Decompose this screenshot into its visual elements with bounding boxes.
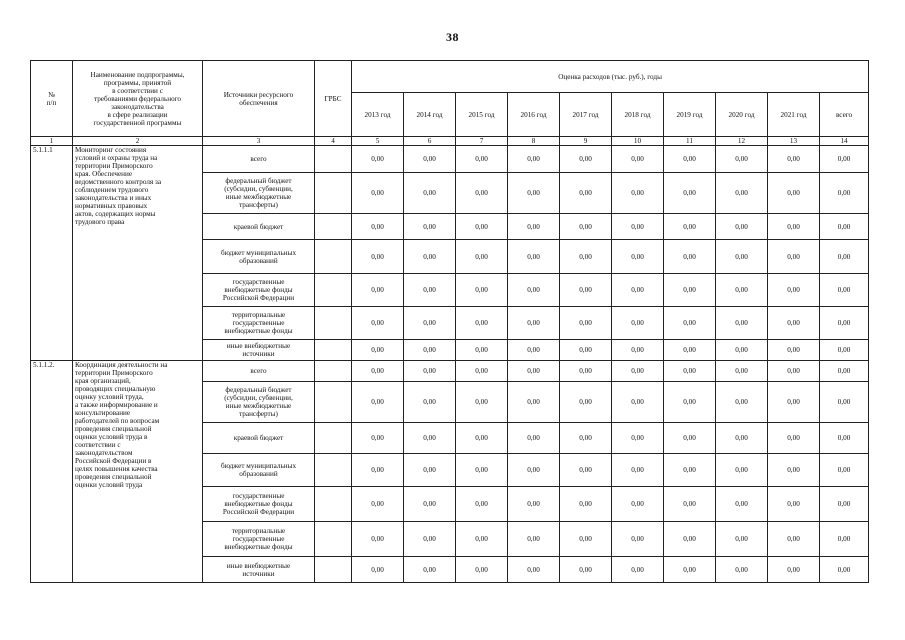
table-body [31,146,869,583]
value-cell: 0,00 [612,146,664,173]
value-cell: 0,00 [352,382,404,423]
value-cell: 0,00 [404,487,456,522]
value-cell: 0,00 [612,382,664,423]
column-number: 6 [404,137,456,146]
header-year: 2018 год [612,93,664,137]
funding-source: всего [203,361,315,382]
page-number: 38 [446,30,459,44]
value-cell: 0,00 [820,557,869,583]
value-cell: 0,00 [404,214,456,240]
value-cell: 0,00 [664,146,716,173]
value-cell: 0,00 [612,522,664,557]
value-cell: 0,00 [716,340,768,361]
rbs-cell [315,454,352,487]
value-cell: 0,00 [560,340,612,361]
value-cell: 0,00 [560,173,612,214]
value-cell: 0,00 [612,487,664,522]
value-cell: 0,00 [560,361,612,382]
value-cell: 0,00 [456,340,508,361]
funding-source: всего [203,146,315,173]
value-cell: 0,00 [612,307,664,340]
value-cell: 0,00 [352,214,404,240]
rbs-cell [315,423,352,454]
value-cell: 0,00 [404,454,456,487]
value-cell: 0,00 [768,487,820,522]
funding-source: иные внебюджетные источники [203,557,315,583]
rbs-cell [315,274,352,307]
value-cell: 0,00 [820,146,869,173]
value-cell: 0,00 [768,423,820,454]
column-number: 8 [508,137,560,146]
value-cell: 0,00 [716,173,768,214]
header-year: 2020 год [716,93,768,137]
value-cell: 0,00 [768,173,820,214]
value-cell: 0,00 [612,423,664,454]
value-cell: 0,00 [820,340,869,361]
value-cell: 0,00 [456,454,508,487]
value-cell: 0,00 [508,340,560,361]
budget-table [30,60,869,583]
rbs-cell [315,361,352,382]
value-cell: 0,00 [404,146,456,173]
item-code: 5.1.1.2. [31,361,73,583]
value-cell: 0,00 [612,173,664,214]
value-cell: 0,00 [456,173,508,214]
value-cell: 0,00 [768,240,820,274]
value-cell: 0,00 [508,214,560,240]
value-cell: 0,00 [716,557,768,583]
value-cell: 0,00 [352,454,404,487]
header-year: 2014 год [404,93,456,137]
value-cell: 0,00 [508,487,560,522]
value-cell: 0,00 [508,454,560,487]
value-cell: 0,00 [664,487,716,522]
value-cell: 0,00 [664,274,716,307]
value-cell: 0,00 [404,557,456,583]
value-cell: 0,00 [664,454,716,487]
value-cell: 0,00 [560,146,612,173]
value-cell: 0,00 [508,361,560,382]
value-cell: 0,00 [820,382,869,423]
funding-source: территориальные государственные внебюджетные фонды [203,522,315,557]
value-cell: 0,00 [352,340,404,361]
value-cell: 0,00 [716,423,768,454]
funding-source: федеральный бюджет (субсидии, субвенции, иные межбюджетные трансферты) [203,173,315,214]
value-cell: 0,00 [768,340,820,361]
value-cell: 0,00 [768,274,820,307]
value-cell: 0,00 [456,361,508,382]
value-cell: 0,00 [768,146,820,173]
rbs-cell [315,307,352,340]
value-cell: 0,00 [768,307,820,340]
value-cell: 0,00 [820,240,869,274]
value-cell: 0,00 [352,274,404,307]
header-year: 2015 год [456,93,508,137]
value-cell: 0,00 [352,522,404,557]
value-cell: 0,00 [404,274,456,307]
value-cell: 0,00 [820,522,869,557]
value-cell: 0,00 [768,361,820,382]
value-cell: 0,00 [664,240,716,274]
value-cell: 0,00 [612,214,664,240]
value-cell: 0,00 [508,173,560,214]
rbs-cell [315,557,352,583]
value-cell: 0,00 [560,307,612,340]
table-row [31,361,869,382]
value-cell: 0,00 [352,240,404,274]
value-cell: 0,00 [716,487,768,522]
header-estimate: Оценка расходов (тыс. руб.), годы [352,61,869,93]
value-cell: 0,00 [716,382,768,423]
value-cell: 0,00 [768,522,820,557]
item-name: Координация деятельности на территории Приморского края организаций, проводящих специальную оценку условий труда, а также информирование и консультирование работодателей по вопросам проведения специальной оценки условий труда в соответствии с законодательством Российской Федерации в целях повышения качества проведения специальной оценки условий труда [73,361,203,583]
value-cell: 0,00 [456,557,508,583]
value-cell: 0,00 [404,307,456,340]
funding-source: иные внебюджетные источники [203,340,315,361]
value-cell: 0,00 [820,487,869,522]
column-number: 13 [768,137,820,146]
column-number: 4 [315,137,352,146]
value-cell: 0,00 [820,173,869,214]
value-cell: 0,00 [820,454,869,487]
value-cell: 0,00 [560,454,612,487]
value-cell: 0,00 [560,522,612,557]
value-cell: 0,00 [404,240,456,274]
value-cell: 0,00 [612,557,664,583]
funding-source: территориальные государственные внебюджетные фонды [203,307,315,340]
column-number: 14 [820,137,869,146]
item-code: 5.1.1.1 [31,146,73,361]
column-number: 3 [203,137,315,146]
value-cell: 0,00 [352,146,404,173]
header-rbs: ГРБС [315,61,352,137]
value-cell: 0,00 [716,307,768,340]
value-cell: 0,00 [508,382,560,423]
table-header [31,61,869,146]
value-cell: 0,00 [716,361,768,382]
value-cell: 0,00 [664,214,716,240]
value-cell: 0,00 [404,340,456,361]
header-year: 2013 год [352,93,404,137]
value-cell: 0,00 [508,557,560,583]
value-cell: 0,00 [768,454,820,487]
rbs-cell [315,240,352,274]
value-cell: 0,00 [404,382,456,423]
value-cell: 0,00 [716,146,768,173]
column-number: 1 [31,137,73,146]
rbs-cell [315,214,352,240]
value-cell: 0,00 [716,274,768,307]
table-row [31,146,869,173]
funding-source: бюджет муниципальных образований [203,454,315,487]
value-cell: 0,00 [612,361,664,382]
value-cell: 0,00 [404,522,456,557]
value-cell: 0,00 [352,487,404,522]
header-source: Источники ресурсного обеспечения [203,61,315,137]
value-cell: 0,00 [456,240,508,274]
value-cell: 0,00 [404,423,456,454]
value-cell: 0,00 [612,454,664,487]
value-cell: 0,00 [820,274,869,307]
value-cell: 0,00 [404,173,456,214]
funding-source: краевой бюджет [203,214,315,240]
header-num: № п/п [31,61,73,137]
value-cell: 0,00 [508,240,560,274]
rbs-cell [315,173,352,214]
value-cell: 0,00 [456,214,508,240]
funding-source: государственные внебюджетные фонды Российской Федерации [203,487,315,522]
value-cell: 0,00 [352,173,404,214]
value-cell: 0,00 [352,423,404,454]
value-cell: 0,00 [664,423,716,454]
value-cell: 0,00 [456,487,508,522]
value-cell: 0,00 [664,557,716,583]
column-number: 12 [716,137,768,146]
value-cell: 0,00 [716,240,768,274]
rbs-cell [315,382,352,423]
value-cell: 0,00 [456,274,508,307]
column-number: 5 [352,137,404,146]
value-cell: 0,00 [820,423,869,454]
value-cell: 0,00 [664,382,716,423]
funding-source: бюджет муниципальных образований [203,240,315,274]
value-cell: 0,00 [768,214,820,240]
header-year: всего [820,93,869,137]
rbs-cell [315,146,352,173]
column-number: 7 [456,137,508,146]
value-cell: 0,00 [456,382,508,423]
header-name: Наименование подпрограммы, программы, принятой в соответствии с требованиями федерального законодательства в сфере реализации государственной программы [73,61,203,137]
column-number: 11 [664,137,716,146]
funding-source: государственные внебюджетные фонды Российской Федерации [203,274,315,307]
rbs-cell [315,340,352,361]
funding-source: федеральный бюджет (субсидии, субвенции, иные межбюджетные трансферты) [203,382,315,423]
rbs-cell [315,487,352,522]
value-cell: 0,00 [456,423,508,454]
column-number: 9 [560,137,612,146]
value-cell: 0,00 [560,214,612,240]
rbs-cell [315,522,352,557]
value-cell: 0,00 [352,557,404,583]
item-name: Мониторинг состояния условий и охраны труда на территории Приморского края. Обеспечение ведомственного контроля за соблюдением трудового законодательства и иных нормативных правовых актов, содержащих нормы трудового права [73,146,203,361]
value-cell: 0,00 [768,382,820,423]
value-cell: 0,00 [664,522,716,557]
value-cell: 0,00 [820,214,869,240]
value-cell: 0,00 [664,340,716,361]
value-cell: 0,00 [508,522,560,557]
value-cell: 0,00 [664,307,716,340]
value-cell: 0,00 [716,214,768,240]
value-cell: 0,00 [664,361,716,382]
value-cell: 0,00 [508,146,560,173]
value-cell: 0,00 [456,146,508,173]
value-cell: 0,00 [612,340,664,361]
value-cell: 0,00 [716,522,768,557]
column-number: 10 [612,137,664,146]
value-cell: 0,00 [560,487,612,522]
value-cell: 0,00 [820,361,869,382]
value-cell: 0,00 [612,274,664,307]
value-cell: 0,00 [560,557,612,583]
value-cell: 0,00 [560,274,612,307]
value-cell: 0,00 [352,361,404,382]
value-cell: 0,00 [664,173,716,214]
header-year: 2017 год [560,93,612,137]
value-cell: 0,00 [716,454,768,487]
value-cell: 0,00 [820,307,869,340]
value-cell: 0,00 [456,522,508,557]
value-cell: 0,00 [508,423,560,454]
value-cell: 0,00 [612,240,664,274]
value-cell: 0,00 [456,307,508,340]
value-cell: 0,00 [352,307,404,340]
header-year: 2021 год [768,93,820,137]
value-cell: 0,00 [404,361,456,382]
value-cell: 0,00 [560,423,612,454]
header-year: 2016 год [508,93,560,137]
funding-source: краевой бюджет [203,423,315,454]
header-year: 2019 год [664,93,716,137]
value-cell: 0,00 [560,382,612,423]
value-cell: 0,00 [508,274,560,307]
value-cell: 0,00 [560,240,612,274]
value-cell: 0,00 [768,557,820,583]
value-cell: 0,00 [508,307,560,340]
column-number: 2 [73,137,203,146]
